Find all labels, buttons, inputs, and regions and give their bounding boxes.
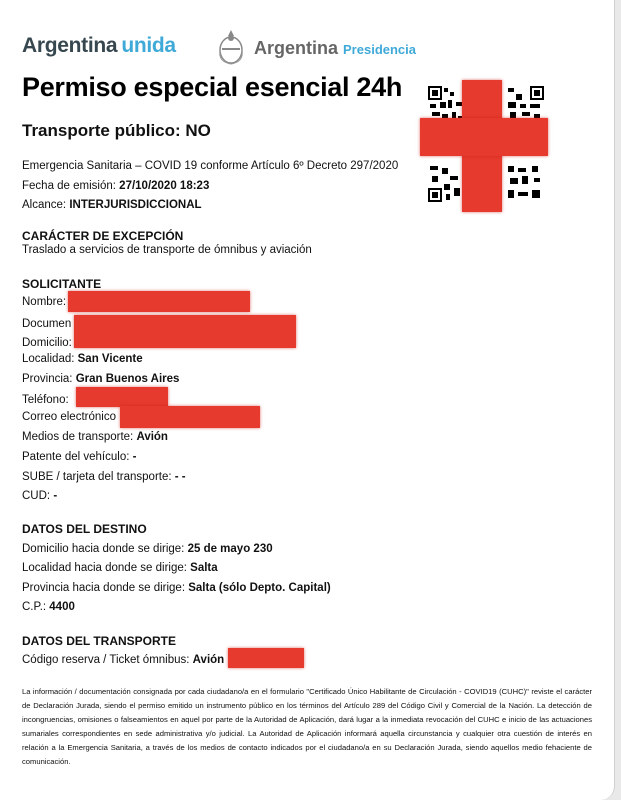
argentina-unida-logo: Argentina unida xyxy=(22,34,176,57)
destino-cp: C.P.: 4400 xyxy=(22,601,75,613)
legal-disclaimer: La información / documentación consignada por cada ciudadano/a en el formulario "Certificado Único Habilitante de Circulación - COVID19 (CUHC)" reviste el carácter de Declaración Jurada, siendo el permiso emitido un instrumento público en los términos del Artículo 289 del Código Civil y Comercial de la Nación. La detección de incongruencias, omisiones o falseamientos en aquel por parte de la Autoridad de Aplicación, dará lugar a la inmediata revocación del CUHC e inicio de las actuaciones sumariales correspondientes en sede administrativa y/o judicial. La Autoridad de Aplicación informará aquella circunstancia y cualquier otra cuestión de interés en relación a la Emergencia Sanitaria, a través de los medios de contacto indicados por el ciudadano/a en su Declaración Jurada, siendo aquellos medio fehaciente de comunicación. xyxy=(22,687,592,766)
decree-text: Emergencia Sanitaria – COVID 19 conforme Artículo 6º Decreto 297/2020 xyxy=(22,160,399,172)
correo-redaction xyxy=(120,406,260,428)
applicant-heading: SOLICITANTE xyxy=(22,277,102,291)
provincia: Provincia: Gran Buenos Aires xyxy=(22,373,180,385)
page-title: Permiso especial esencial 24h xyxy=(22,72,403,102)
telefono-label: Teléfono: xyxy=(22,394,69,406)
patente: Patente del vehículo: - xyxy=(22,451,137,463)
localidad: Localidad: San Vicente xyxy=(22,353,143,365)
sube: SUBE / tarjeta del transporte: - - xyxy=(22,471,186,483)
qr-code-icon xyxy=(428,164,466,202)
qr-code-icon xyxy=(506,164,544,202)
codigo-redaction xyxy=(228,648,304,668)
documento-domicilio-redaction xyxy=(74,315,296,348)
scope: Alcance: INTERJURISDICCIONAL xyxy=(22,199,202,211)
documento-label: Documen xyxy=(22,318,72,330)
nombre-redaction xyxy=(68,291,250,312)
cud: CUD: - xyxy=(22,490,58,502)
medios-transporte: Medios de transporte: Avión xyxy=(22,431,168,443)
domicilio-label: Domicilio: xyxy=(22,337,72,349)
public-transport-status: Transporte público: NO xyxy=(22,121,211,140)
argentina-seal-icon xyxy=(216,28,246,66)
issue-date: Fecha de emisión: 27/10/2020 18:23 xyxy=(22,180,210,192)
qr-redaction-horizontal xyxy=(420,118,548,156)
correo-label: Correo electrónico xyxy=(22,411,116,423)
destino-localidad: Localidad hacia donde se dirige: Salta xyxy=(22,562,218,574)
nombre-label: Nombre: xyxy=(22,296,67,308)
destination-heading: DATOS DEL DESTINO xyxy=(22,522,147,536)
codigo-reserva: Código reserva / Ticket ómnibus: Avión xyxy=(22,654,225,666)
telefono-redaction xyxy=(76,387,168,407)
destino-domicilio: Domicilio hacia donde se dirige: 25 de mayo 230 xyxy=(22,543,273,555)
destino-provincia: Provincia hacia donde se dirige: Salta (sólo Depto. Capital) xyxy=(22,582,331,594)
exception-text: Traslado a servicios de transporte de ómnibus y aviación xyxy=(22,244,312,256)
argentina-presidencia-logo: Argentina Presidencia xyxy=(254,38,417,58)
exception-heading: CARÁCTER DE EXCEPCIÓN xyxy=(22,229,184,243)
transport-heading: DATOS DEL TRANSPORTE xyxy=(22,634,177,648)
